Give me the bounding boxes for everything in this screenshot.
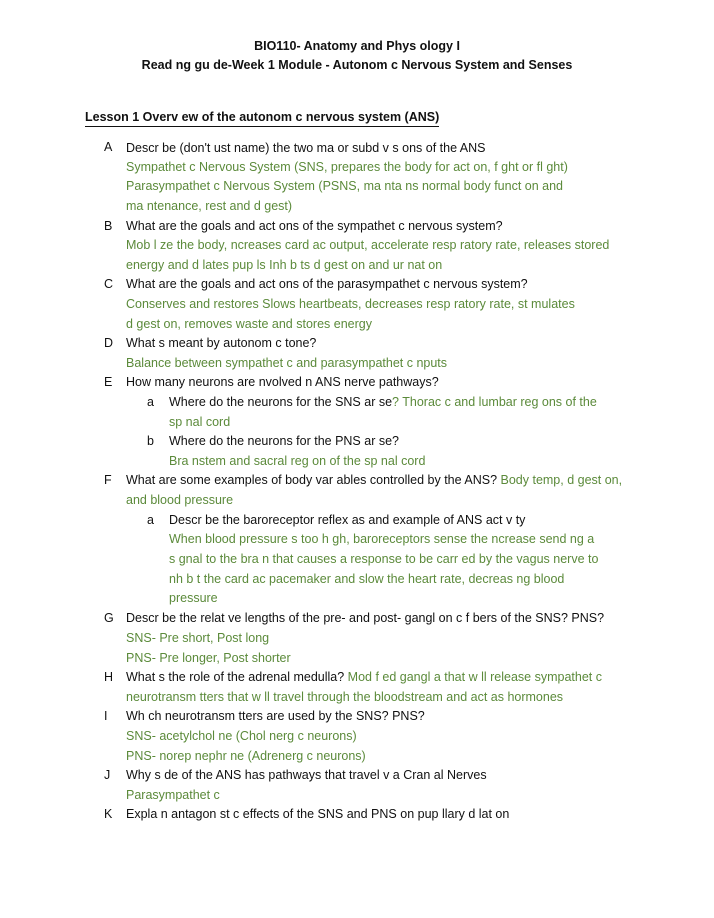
answer-b-line2: energy and d lates pup ls Inh b ts d gest on and ur nat on xyxy=(126,258,443,272)
item-letter-e: E xyxy=(104,375,113,389)
answer-e-a-inline: ? Thorac c and lumbar reg ons of the xyxy=(392,395,597,409)
answer-a-line1: Sympathet c Nervous System (SNS, prepares the body for act on, f ght or fl ght) xyxy=(126,160,568,174)
question-c: What are the goals and act ons of the parasympathet c nervous system? xyxy=(126,277,528,291)
answer-j-line1: Parasympathet c xyxy=(126,788,220,802)
answer-f-inline: Body temp, d gest on, xyxy=(497,473,623,487)
item-letter-i: I xyxy=(104,709,108,723)
item-letter-j: J xyxy=(104,768,111,782)
subitem-letter-f-a: a xyxy=(147,513,154,527)
answer-f-a-line1: When blood pressure s too h gh, baroreceptors sense the ncrease send ng a xyxy=(169,532,595,546)
item-letter-d: D xyxy=(104,336,114,350)
subitem-letter-e-a: a xyxy=(147,395,154,409)
question-g: Descr be the relat ve lengths of the pre- and post- gangl on c f bers of the SNS? PNS? xyxy=(126,611,605,625)
answer-i-line1: SNS- acetylchol ne (Chol nerg c neurons) xyxy=(126,729,357,743)
subitem-letter-e-b: b xyxy=(147,434,154,448)
question-e-b: Where do the neurons for the PNS ar se? xyxy=(169,434,399,448)
answer-f-a-line2: s gnal to the bra n that causes a response to be carr ed by the vagus nerve to xyxy=(169,552,599,566)
answer-c-line1: Conserves and restores Slows heartbeats, decreases resp ratory rate, st mulates xyxy=(126,297,575,311)
answer-i-line2: PNS- norep nephr ne (Adrenerg c neurons) xyxy=(126,749,366,763)
question-e-a: Where do the neurons for the SNS ar se? Thorac c and lumbar reg ons of the xyxy=(169,395,597,409)
answer-h-inline: Mod f ed gangl a that w ll release sympathet c xyxy=(344,670,602,684)
item-letter-b: B xyxy=(104,219,113,233)
question-h: What s the role of the adrenal medulla? Mod f ed gangl a that w ll release sympathet c xyxy=(126,670,602,684)
question-k: Expla n antagon st c effects of the SNS and PNS on pup llary d lat on xyxy=(126,807,510,821)
answer-f-a-line4: pressure xyxy=(169,591,218,605)
answer-d-line1: Balance between sympathet c and parasympathet c nputs xyxy=(126,356,448,370)
answer-h-line2: neurotransm tters that w ll travel through the bloodstream and act as hormones xyxy=(126,690,564,704)
course-title: BIO110- Anatomy and Phys ology I xyxy=(254,39,460,53)
module-title: Read ng gu de-Week 1 Module - Autonom c Nervous System and Senses xyxy=(141,58,573,72)
question-e: How many neurons are nvolved n ANS nerve pathways? xyxy=(126,375,439,389)
item-letter-c: C xyxy=(104,277,114,291)
answer-g-line2: PNS- Pre longer, Post shorter xyxy=(126,651,291,665)
question-j: Why s de of the ANS has pathways that travel v a Cran al Nerves xyxy=(126,768,487,782)
item-letter-a: A xyxy=(104,140,113,154)
answer-f-a-line3: nh b t the card ac pacemaker and slow the heart rate, decreas ng blood xyxy=(169,572,565,586)
answer-e-b-line1: Bra nstem and sacral reg on of the sp nal cord xyxy=(169,454,426,468)
answer-a-line3: ma ntenance, rest and d gest) xyxy=(126,199,293,213)
question-b: What are the goals and act ons of the sympathet c nervous system? xyxy=(126,219,503,233)
question-a: Descr be (don't ust name) the two ma or subd v s ons of the ANS xyxy=(126,141,486,155)
question-f-a: Descr be the baroreceptor reflex as and example of ANS act v ty xyxy=(169,513,526,527)
answer-e-a-line2: sp nal cord xyxy=(169,415,231,429)
item-letter-f: F xyxy=(104,473,112,487)
question-f: What are some examples of body var ables controlled by the ANS? Body temp, d gest on, xyxy=(126,473,623,487)
answer-g-line1: SNS- Pre short, Post long xyxy=(126,631,270,645)
question-i: Wh ch neurotransm tters are used by the SNS? PNS? xyxy=(126,709,425,723)
answer-a-line2: Parasympathet c Nervous System (PSNS, ma nta ns normal body funct on and xyxy=(126,179,564,193)
item-letter-k: K xyxy=(104,807,113,821)
answer-f-line2: and blood pressure xyxy=(126,493,234,507)
answer-c-line2: d gest on, removes waste and stores energy xyxy=(126,317,372,331)
lesson-heading: Lesson 1 Overv ew of the autonom c nervous system (ANS) xyxy=(85,110,439,127)
item-letter-h: H xyxy=(104,670,114,684)
item-letter-g: G xyxy=(104,611,114,625)
answer-b-line1: Mob l ze the body, ncreases card ac output, accelerate resp ratory rate, releases stored xyxy=(126,238,610,252)
question-d: What s meant by autonom c tone? xyxy=(126,336,317,350)
